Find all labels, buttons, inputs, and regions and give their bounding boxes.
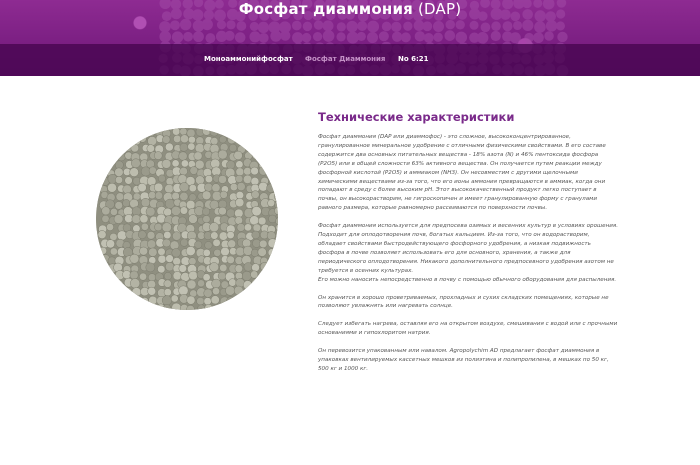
page-title-suffix: (DAP) xyxy=(413,0,462,18)
nav-item-no621[interactable]: No 6:21 xyxy=(398,55,429,63)
paragraph-transport: Он перевозится упакованным или навалом. Agropolychim AD предлагает фосфат диаммония в упаковках вентилируемых кассетных мешков из полиэтина и полипропилена, в мешках по 50 кг, 500 кг и 1000 кг. xyxy=(318,348,609,372)
page-title-main: Фосфат диаммония xyxy=(238,0,413,18)
paragraph-usage: Фосфат диаммония используется для предпосева озимых и весенних культур в условиях орошения. Подходит для оплодотворения почв, богатых кальцием. Из-за того, что он водорастворим, обладает свойствами быстродействующего фосфорного удобрения, а низкая подвижность фосфора в почве позволяет использовать его для основного, хранения, а также для периодического оплодотворения. Никакого дополнительного предпосевного удобрения азотом не требуется в осенних культурах. Его можно наносить непосредственно в почву с помощью обычного оборудования для распыления. xyxy=(318,223,619,283)
paragraph-precautions: Следует избегать нагрева, оставляя его на открытом воздухе, смешивания с водой или с прочными основаниями и гипохлоритом натрия. xyxy=(318,321,618,337)
nav-item-monoammonium[interactable]: Моноаммонийфосфат xyxy=(204,55,293,63)
product-granules-image xyxy=(96,128,278,310)
nav-item-diammonium[interactable]: Фосфат Диаммония xyxy=(305,55,386,63)
hero-banner xyxy=(0,0,700,76)
top-navigation xyxy=(0,44,700,76)
paragraph-storage: Он хранится в хорошо проветриваемых, прохладных и сухих складских помещениях, которые не позволяют увлажнять или нагревать солнце. xyxy=(318,294,609,310)
section-title: Технические характеристики xyxy=(318,110,515,124)
main-content xyxy=(318,110,618,383)
page-title xyxy=(0,0,700,18)
fertilizer-granules-icon xyxy=(96,128,278,310)
paragraph-description: Фосфат диаммония (DAP или диаммофос) - это сложное, высококонцентрированное, гранулированное минеральное удобрение с отличными физическими свойствами. В его составе содержится два основных питательных вещества - 18% азота (N) и 46% пентоксида фосфора (P2O5) или в общей сложности 63% активного вещества. Он получается путем реакции между фосфорной кислотой (P2O5) и аммиаком (NH3). Он несовместим с другими щелочными химическими веществами из-за того, что его ионы аммония превращаются в аммиак, когда они попадают в среду с более высоким pH. Этот высококачественный продукт легко поступает в почвы, он высокорастворим, не гигроскопичен и имеет гранулированную форму с гранулами равного размера, которые равномерно рассеиваются по поверхности почвы. xyxy=(318,134,606,212)
